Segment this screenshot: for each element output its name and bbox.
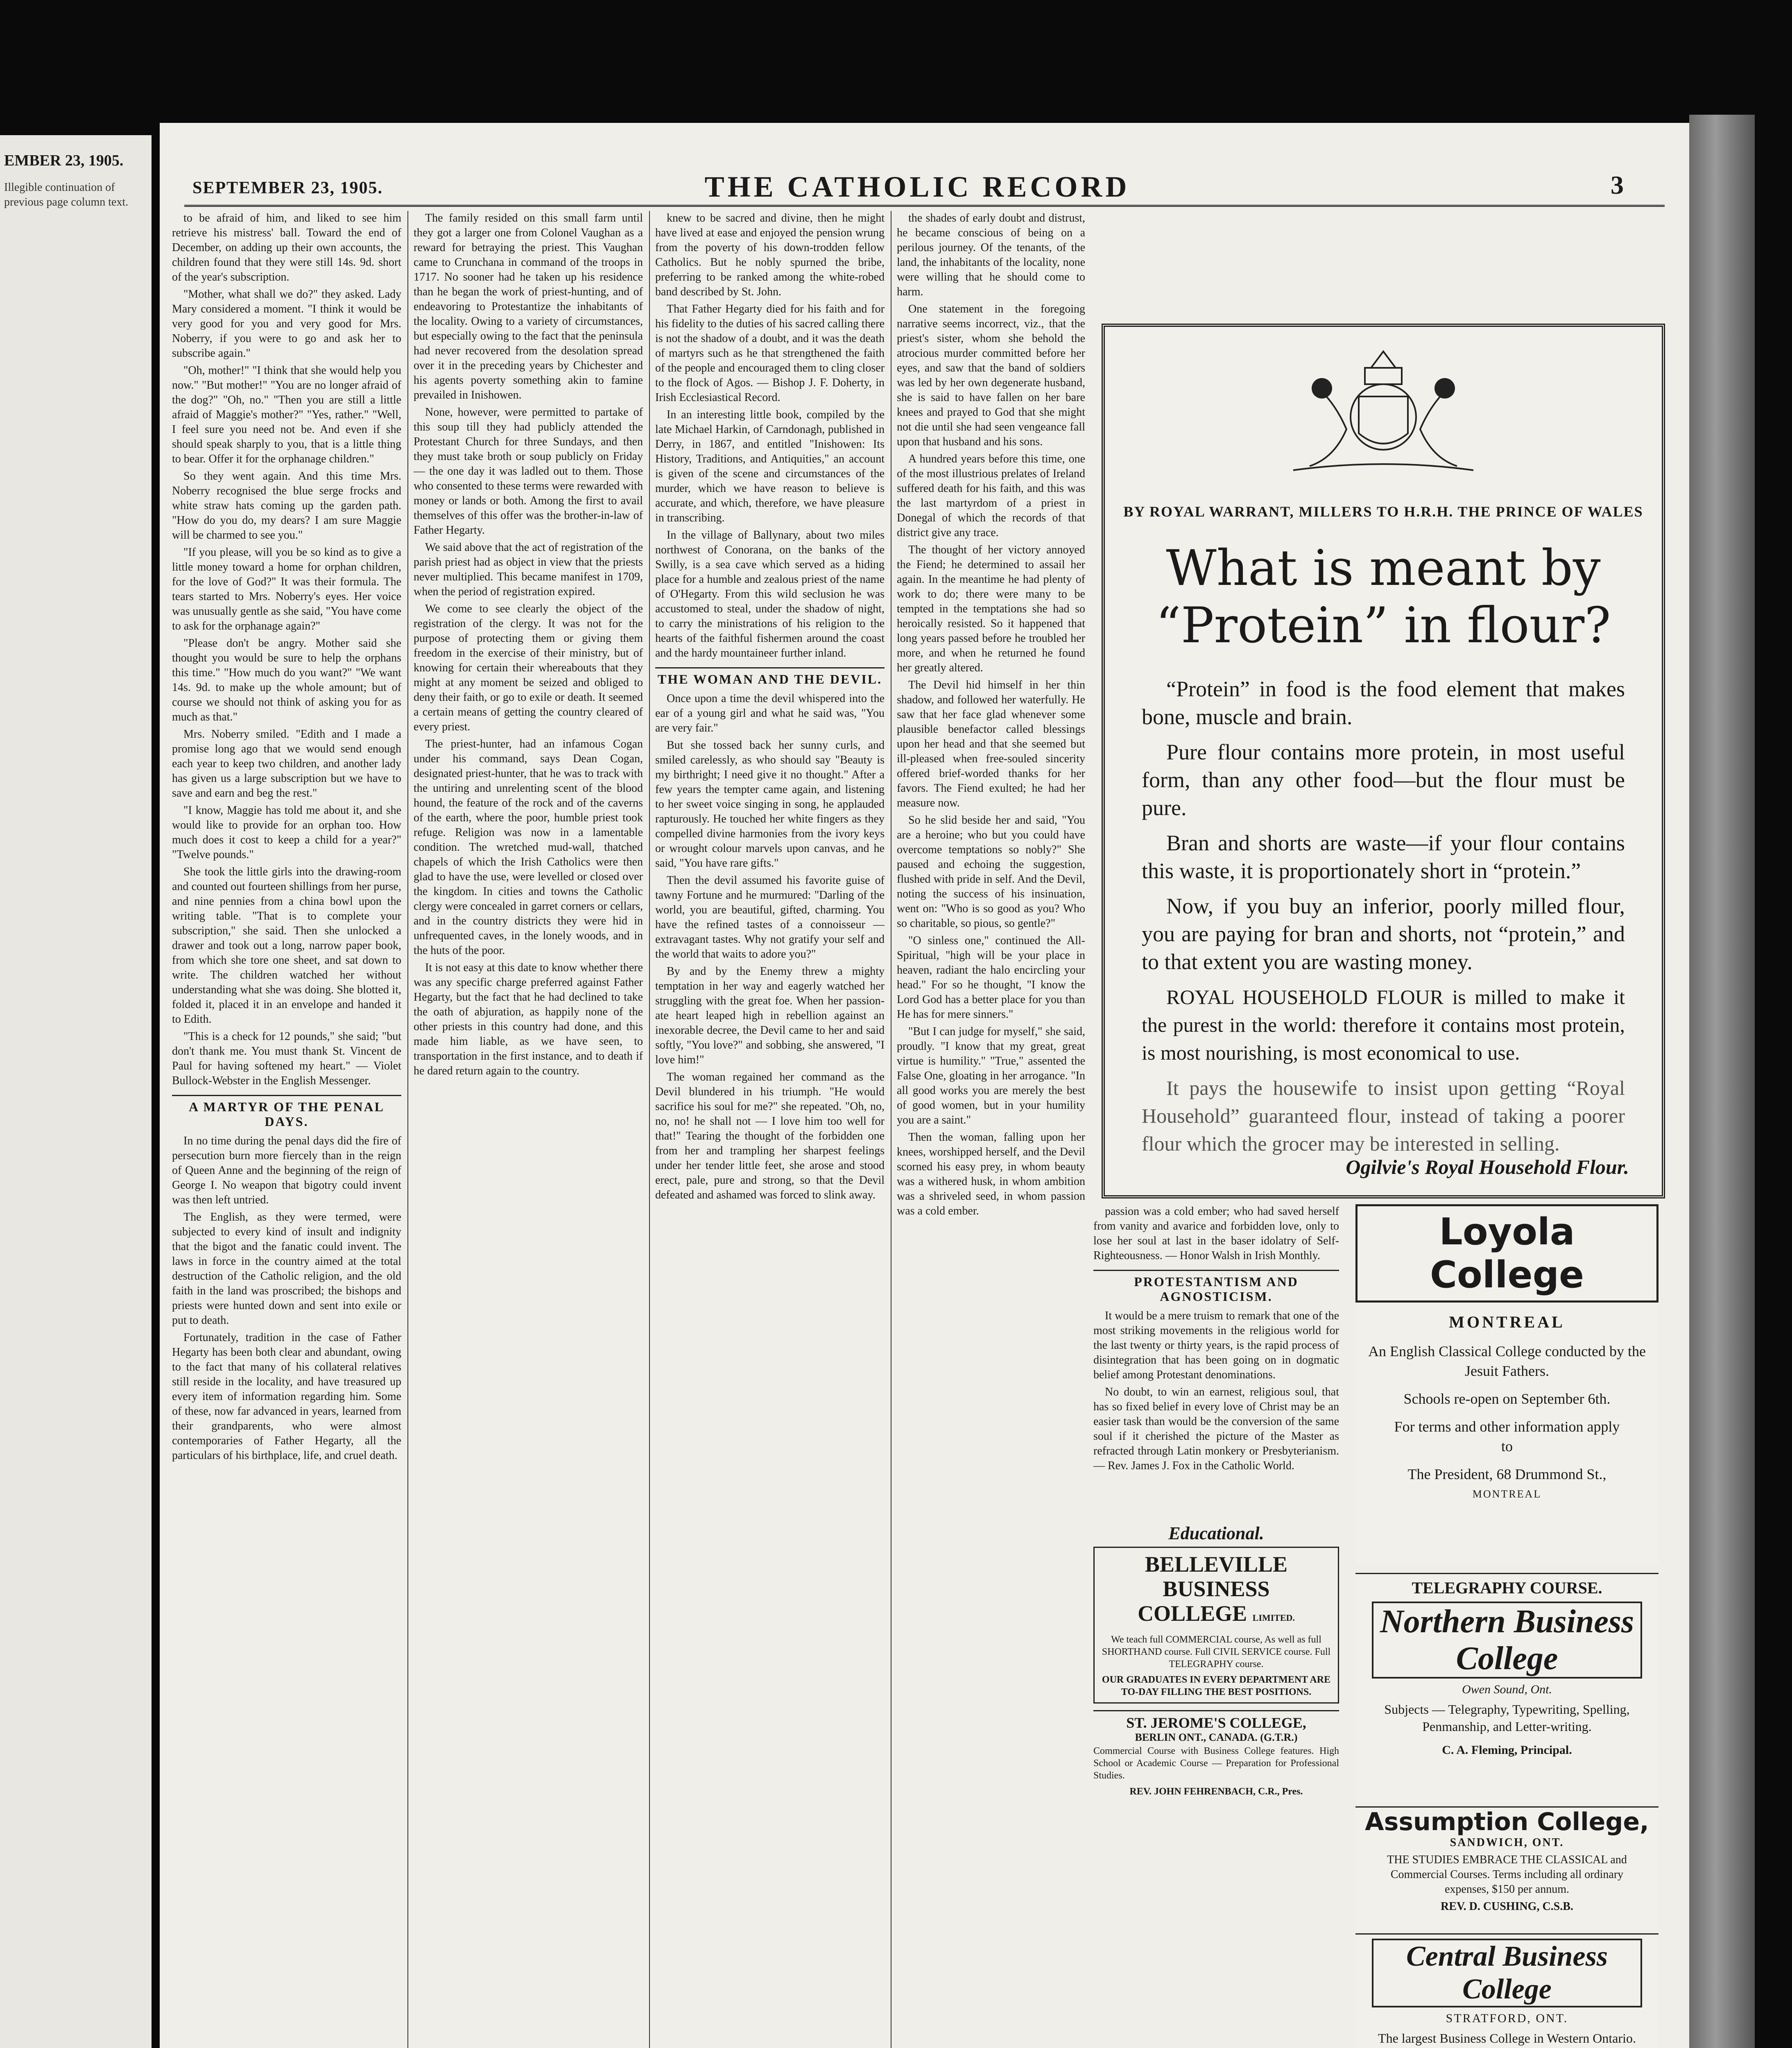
telegraphy-subjects: Subjects — Telegraphy, Typewriting, Spelling, Penmanship, and Letter-writing. bbox=[1384, 1702, 1630, 1734]
royal-crest-icon bbox=[1277, 335, 1490, 483]
column-text: We come to see clearly the object of the registration of the clergy. It was not for the purpose of protecting them or giving them freedom in the exercise of their ministry, but of knowing for certain their whereabouts that they might at any moment be seized and obliged to deny their faith, or go to exile or death. It seemed a certain means of getting the country cleared of every priest. bbox=[414, 603, 643, 733]
central-school: Central Business College bbox=[1372, 1939, 1642, 2007]
st-jerome-title: ST. JEROME'S COLLEGE, bbox=[1126, 1715, 1306, 1731]
telegraphy-ad bbox=[1355, 1573, 1659, 1803]
column-text: We said above that the act of registration of the parish priest had as object in view that the priests never multiplied. This became manifest in 1709, when the period of registration expired. bbox=[414, 541, 643, 598]
belleville-name-2: BUSINESS bbox=[1163, 1577, 1270, 1601]
belleville-grads: OUR GRADUATES IN EVERY DEPARTMENT ARE TO-DAY FILLING THE BEST POSITIONS. bbox=[1102, 1674, 1331, 1697]
column-text: passion was a cold ember; who had saved herself from vanity and avarice and forbidden love, only to lose her soul at last in the baser idolatry of Self-Righteousness. — Honor Walsh in Irish Monthly. bbox=[1093, 1205, 1339, 1262]
previous-page-text: Illegible continuation of previous page column text. bbox=[4, 181, 129, 208]
flour-paragraph: ROYAL HOUSEHOLD FLOUR is milled to make it the purest in the world: therefore it contains most protein, is most nourishing, is most economical to use. bbox=[1142, 985, 1625, 1064]
royal-warrant: BY ROYAL WARRANT, MILLERS TO H.R.H. THE PRINCE OF WALES bbox=[1123, 503, 1643, 520]
page-number: 3 bbox=[1611, 170, 1624, 199]
telegraphy-principal: C. A. Fleming, Principal. bbox=[1442, 1743, 1572, 1757]
educational-heading: Educational. bbox=[1168, 1524, 1264, 1543]
flour-paragraph: Bran and shorts are waste—if your flour contains this waste, it is proportionately short in “protein.” bbox=[1142, 831, 1625, 883]
masthead-rule bbox=[184, 205, 1665, 207]
newspaper-page bbox=[160, 123, 1689, 2048]
headline-line-1: What is meant by bbox=[1166, 540, 1601, 597]
central-text: The largest Business College in Western Ontario. bbox=[1378, 2031, 1636, 2046]
article-heading: PROTESTANTISM AND AGNOSTICISM. bbox=[1093, 1270, 1339, 1304]
column-2 bbox=[414, 211, 643, 2048]
column-text: "Please don't be angry. Mother said she thought you would be sure to help the orphans this time." "How much do you want?" "We want 14s. 9d. to make up the whole amount; but of course we should not think of asking you for as much as that." bbox=[172, 637, 401, 723]
protestantism-article bbox=[1093, 1204, 1339, 1516]
central-ad bbox=[1355, 1933, 1659, 2048]
flour-paragraph: “Protein” in food is the food element that makes bone, muscle and brain. bbox=[1142, 677, 1625, 729]
article-lead: In no time during the penal days did the fire of persecution burn more fiercely than in the reign of Queen Anne and the beginning of the reign of George I. No weapon that bigotry could invent was then left untried. bbox=[172, 1135, 401, 1206]
column-text: "This is a check for 12 pounds," she said; "but don't thank me. You must thank St. Vincent de Paul for having softened my heart." — Violet Bullock-Webster in the English Messenger. bbox=[172, 1030, 401, 1087]
column-text: But she tossed back her sunny curls, and smiled carelessly, as who should say "Beauty is my birthright; I need give it no thought." After a few years the tempter came again, and listening to her sweet voice singing in song, he applauded rapturously. He touched her white fingers as they compelled divine harmonies from the ivory keys or wrought colour marvels upon canvas, and he said, "You have rare gifts." bbox=[655, 739, 885, 870]
column-text: The English, as they were termed, were subjected to every kind of insult and indignity that the bigot and the fanatic could invent. The laws in force in the country aimed at the total destruction of the Catholic religion, and the old faith in the land was proscribed; the bishops and priests were hunted down and sent into exile or put to death. bbox=[172, 1211, 401, 1327]
column-text: "Oh, mother!" "I think that she would help you now." "But mother!" "You are no longer afraid of the dog?" "Oh, no." "Then you are still a little afraid of Maggie's mother?" "Yes, rather." "Well, I feel sure you need not be. And even if she should speak sharply to you, that is a little thing to bear. Offer it for the orphanage children." bbox=[172, 364, 401, 465]
column-text: So he slid beside her and said, "You are a heroine; who but you could have overcome temptations so nobly?" She paused and echoing the suggestion, flushed with pride in self. And the Devil, noting the success of his insinuation, went on: "Who is so good as you? Who so charitable, so pious, so gentle?" bbox=[897, 814, 1085, 930]
telegraphy-location: Owen Sound, Ont. bbox=[1462, 1683, 1552, 1696]
st-jerome-text: Commercial Course with Business College features. High School or Academic Course — Preparation for Professional Studies. bbox=[1093, 1746, 1339, 1781]
article-heading: THE WOMAN AND THE DEVIL. bbox=[655, 667, 885, 686]
headline-line-2: “Protein” in flour? bbox=[1156, 597, 1611, 654]
masthead bbox=[160, 170, 1689, 203]
assumption-ad bbox=[1355, 1806, 1659, 1930]
newspaper-title: THE CATHOLIC RECORD bbox=[704, 170, 1130, 203]
column-text: The thought of her victory annoyed the Fiend; he determined to assail her again. In the meantime he had plenty of work to do; there were many to be tempted in the temptations she had so heroically resisted. So it happened that long years passed before he troubled her more, and when he returned he found her greatly altered. bbox=[897, 544, 1085, 674]
belleville-ad bbox=[1093, 1547, 1339, 1704]
belleville-text: We teach full COMMERCIAL course, As well as full SHORTHAND course. Full CIVIL SERVICE course. Full TELEGRAPHY course. bbox=[1102, 1634, 1331, 1670]
flour-advertisement bbox=[1102, 324, 1665, 1198]
column-text: The family resided on this small farm until they got a larger one from Colonel Vaughan as a reward for betraying the priest. This Vaughan came to Crunchana in command of the troops in 1717. No sooner had he taken up his residence than he began the work of priest-hunting, and of endeavoring to Protestantize the inhabitants of the locality. Owing to a variety of circumstances, but especially owing to the fact that the peninsula had never recovered from the desolation spread over it in the preceding years by Chichester and his agents poverty something akin to famine prevailed in Inishowen. bbox=[414, 212, 643, 401]
column-text: Then the devil assumed his favorite guise of tawny Fortune and he murmured: "Darling of the world, you are beautiful, gifted, charming. You have the refined tastes of a connoisseur — extravagant tastes. Why not gratify your self and the world that waits to adore you?" bbox=[655, 874, 885, 961]
column-text: She took the little girls into the drawing-room and counted out fourteen shillings from her purse, and nine pennies from a china bowl upon the writing table. "That is to complete your subscription," she said. Then she unlocked a drawer and took out a long, narrow paper book, from which she tore one sheet, and sat down to write. The children watched her without understanding what she was doing. She blotted it, folded it, placed it in an envelope and handed it to Edith. bbox=[172, 865, 401, 1026]
column-text: The priest-hunter, had an infamous Cogan under his command, says Dean Cogan, designated priest-hunter, that he was to track with the untiring and unrelenting scent of the blood hound, the feature of the rock and of the caverns of the earth, where the poor, humble priest took refuge. Religion was now in a lamentable condition. The wretched mud-wall, thatched chapels of which the Irish Catholics were then glad to have the use, were levelled or closed over the kingdom. In cities and towns the Catholic clergy were concealed in garret corners or cellars, and in the country districts they were hid in unfrequented caves, in the lonely woods, and in the huts of the poor. bbox=[414, 738, 643, 957]
column-text: It is not easy at this date to know whether there was any specific charge preferred against Father Hegarty, but the fact that he had declined to take the oath of abjuration, as happily none of the other priests in this country had done, and this made him liable, as we have seen, to transportation in the first instance, and to death if he dared return again to the country. bbox=[414, 961, 643, 1077]
column-text: to be afraid of him, and liked to see him retrieve his mistress' ball. Toward the end of December, on adding up their own accounts, the children found that they were still 14s. 9d. short of the year's subscription. bbox=[172, 212, 401, 283]
flour-headline bbox=[1129, 540, 1637, 655]
article-lead: It would be a mere truism to remark that one of the most striking movements in the religious world for the last twenty or thirty years, is the rapid process of disintegration that has been going on in dogmatic belief among Protestant denominations. bbox=[1093, 1309, 1339, 1381]
column-4 bbox=[897, 211, 1085, 2048]
central-location: STRATFORD, ONT. bbox=[1446, 2012, 1568, 2025]
previous-page-date: EMBER 23, 1905. bbox=[4, 152, 124, 169]
loyola-city: MONTREAL bbox=[1449, 1313, 1565, 1331]
column-text: The woman regained her command as the Devil blundered in his triumph. "He would sacrifice his soul for me?" she repeated. "Oh, no, no, no! he shall not — I love him too well for that!" Tearing the thought of the forbidden one from her and trampling her sharpest feelings under her tender little feet, she arose and stood erect, pale, pure and strong, so that the Devil defeated and ashamed was forced to slink away. bbox=[655, 1071, 885, 1201]
column-separator bbox=[407, 211, 408, 2048]
column-text: No doubt, to win an earnest, religious soul, that has so fixed belief in every love of Christ may be an easier task than would be the conversion of the same soul if it cherished the picture of the Master as refracted through Latin monkery or Presbyterianism. — Rev. James J. Fox in the Catholic World. bbox=[1093, 1386, 1339, 1472]
loyola-ad bbox=[1355, 1204, 1659, 1565]
column-3 bbox=[655, 211, 885, 2048]
belleville-limited: LIMITED. bbox=[1252, 1613, 1295, 1623]
previous-page-strip bbox=[0, 135, 152, 2048]
column-text: One statement in the foregoing narrative seems incorrect, viz., that the priest's sister, whom she behold the atrocious murder committed before her eyes, and saw that the band of soldiers was led by her own degenerate husband, she is said to have fallen on her bare knees and prayed to God that she might not die until she had seen vengeance fall upon that husband and his sons. bbox=[897, 303, 1085, 448]
column-text: So they went again. And this time Mrs. Noberry recognised the blue serge frocks and white straw hats coming up the garden path. "How do you do, my dears? I am sure Maggie will be charmed to see you." bbox=[172, 470, 401, 541]
loyola-contact: The President, 68 Drummond St., bbox=[1407, 1466, 1606, 1482]
column-text: "I know, Maggie has told me about it, and she would like to provide for an orphan too. How much does it cost to keep a child for a year?" "Twelve pounds." bbox=[172, 804, 401, 861]
column-text: In the village of Ballynary, about two miles northwest of Conorana, on the banks of the Swilly, is a sea cave which served as a hiding place for a humble and zealous priest of the name of O'Hegarty. From this wild seclusion he was accustomed to steal, under the shadow of night, to carry the ministrations of his religion to the hearts of the faithful fishermen around the coast and the hardy mountaineer further inland. bbox=[655, 529, 885, 659]
column-text: "But I can judge for myself," she said, proudly. "I know that my great, great virtue is humility." "True," assented the False One, gloating in her arrogance. "In all good works you are merely the best of good women, but in your humility you are a saint." bbox=[897, 1025, 1085, 1126]
column-text: Fortunately, tradition in the case of Father Hegarty has been both clear and abundant, owing to the fact that many of his collateral relatives still reside in the locality, and have treasured up every item of information regarding him. Some of these, now far advanced in years, learned from their grandparents, who were almost contemporaries of Father Hegarty, all the particulars of his birthplace, life, and cruel death. bbox=[172, 1331, 401, 1462]
page-binding bbox=[1689, 115, 1755, 2048]
st-jerome-ad bbox=[1093, 1710, 1339, 1799]
telegraphy-heading: TELEGRAPHY COURSE. bbox=[1412, 1579, 1602, 1597]
issue-date: SEPTEMBER 23, 1905. bbox=[192, 179, 383, 197]
belleville-name-1: BELLEVILLE bbox=[1145, 1552, 1288, 1577]
column-separator bbox=[649, 211, 650, 2048]
article-lead: Once upon a time the devil whispered into the ear of a young girl and what he said was, "You are very fair." bbox=[655, 692, 885, 734]
column-text: the shades of early doubt and distrust, he became conscious of being on a perilous journey. Of the tenants, of the land, the inhabitants of the locality, none were willing that he should come to harm. bbox=[897, 212, 1085, 298]
column-text: "O sinless one," continued the All-Spiritual, "high will be your place in heaven, radiant the halo encircling your head." For so he thought, "I know the Lord God has a better place for you than He has for mere sinners." bbox=[897, 934, 1085, 1021]
st-jerome-contact: REV. JOHN FEHRENBACH, C.R., Pres. bbox=[1129, 1786, 1303, 1797]
column-text: That Father Hegarty died for his faith and for his fidelity to the duties of his sacred calling there is not the shadow of a doubt, and it was the death of martyrs such as he that strengthened the faith of the people and encouraged them to cling closer to the flock of Agos. — Bishop J. F. Doherty, in Irish Ecclesiastical Record. bbox=[655, 303, 885, 404]
column-text: In an interesting little book, compiled by the late Michael Harkin, of Carndonagh, published in Derry, in 1867, and entitled "Inishowen: Its History, Traditions, and Antiquities," an account is given of the scene and circumstances of the murder, which we have reason to believe is accurate, and which, therefore, we have pleasure in transcribing. bbox=[655, 408, 885, 524]
column-text: Then the woman, falling upon her knees, worshipped herself, and the Devil scorned his easy prey, in whom beauty was a withered husk, in whom ambition was a shriveled seed, in whom passion was a cold ember. bbox=[897, 1131, 1085, 1217]
flour-paragraph: Now, if you buy an inferior, poorly milled flour, you are paying for bran and shorts, not “protein,” and to that extent you are wasting money. bbox=[1142, 894, 1625, 974]
loyola-terms: For terms and other information apply to bbox=[1394, 1418, 1620, 1454]
loyola-reopen: Schools re-open on September 6th. bbox=[1403, 1391, 1611, 1407]
column-text: "If you please, will you be so kind as to give a little money toward a home for orphan children, for the love of God?" It was their formula. The tears started to Mrs. Noberry's eyes. Her voice was unusually gentle as she said, "You have come to ask for the orphanage again?" bbox=[172, 546, 401, 632]
column-text: Mrs. Noberry smiled. "Edith and I made a promise long ago that we would send enough each year to keep two children, and another lady has given us a large subscription but we have to save and earn and beg the rest." bbox=[172, 728, 401, 800]
belleville-name-3-text: COLLEGE bbox=[1138, 1601, 1247, 1626]
st-jerome-location: BERLIN ONT., CANADA. (G.T.R.) bbox=[1135, 1731, 1298, 1743]
telegraphy-school: Northern Business College bbox=[1372, 1602, 1642, 1679]
column-text: A hundred years before this time, one of the most illustrious prelates of Ireland suffered death for his faith, and this was the last martyrdom of a priest in Donegal of which the records of that district give any trace. bbox=[897, 453, 1085, 539]
column-text: None, however, were permitted to partake of this soup till they had publicly attended the Protestant Church for three Sundays, and then they must take broth or soup publicly on Friday — the one day it was ladled out to them. Those who consented to these terms were rewarded with money or lands or both. Among the first to avail themselves of this offer was the brother-in-law of Father Hegarty. bbox=[414, 406, 643, 537]
belleville-name-3 bbox=[1099, 1601, 1334, 1630]
flour-signature: Ogilvie's Royal Household Flour. bbox=[1346, 1155, 1629, 1178]
flour-body bbox=[1142, 675, 1625, 1165]
loyola-contact-city: MONTREAL bbox=[1472, 1488, 1542, 1500]
flour-paragraph: Pure flour contains more protein, in most useful form, than any other food—but the flour must be pure. bbox=[1142, 740, 1625, 820]
loyola-title: Loyola College bbox=[1355, 1204, 1659, 1303]
column-text: The Devil hid himself in her thin shadow, and followed her waterfully. He saw that her face glad whenever some plausible benefactor called blessings upon her head and that she seemed but ill-pleased when free-souled sincerity offered brief-worded thanks for her favors. The Fiend exulted; he had her measure now. bbox=[897, 679, 1085, 809]
assumption-contact: REV. D. CUSHING, C.S.B. bbox=[1441, 1900, 1573, 1913]
assumption-location: SANDWICH, ONT. bbox=[1450, 1836, 1564, 1849]
assumption-title: Assumption College, bbox=[1365, 1808, 1649, 1836]
loyola-text: An English Classical College conducted by the Jesuit Fathers. bbox=[1368, 1343, 1646, 1379]
column-text: knew to be sacred and divine, then he might have lived at ease and enjoyed the pension wrung from the poverty of his down-trodden fellow Catholics. But he nobly spurned the bribe, preferring to be ranked among the white-robed band described by St. John. bbox=[655, 212, 885, 298]
educational-section bbox=[1093, 1524, 1339, 2048]
article-heading: A MARTYR OF THE PENAL DAYS. bbox=[172, 1095, 401, 1129]
column-text: "Mother, what shall we do?" they asked. Lady Mary considered a moment. "I think it would be very good for you and very good for Mrs. Noberry, if you were to go and ask her to subscribe again." bbox=[172, 288, 401, 360]
column-1 bbox=[172, 211, 401, 2048]
flour-paragraph: It pays the housewife to insist upon getting “Royal Household” guaranteed flour, instead of taking a poorer flour which the grocer may be interested in selling. bbox=[1142, 1076, 1625, 1155]
column-text: By and by the Enemy threw a mighty temptation in her way and eagerly watched her struggling with the great foe. When her passion-ate heart leaped high in rebellion against an inexorable decree, the Devil came to her and said softly, "You love?" and sobbing, she answered, "I love him!" bbox=[655, 965, 885, 1066]
assumption-text: THE STUDIES EMBRACE THE CLASSICAL and Commercial Courses. Terms including all ordinary expenses, $150 per annum. bbox=[1387, 1853, 1627, 1896]
